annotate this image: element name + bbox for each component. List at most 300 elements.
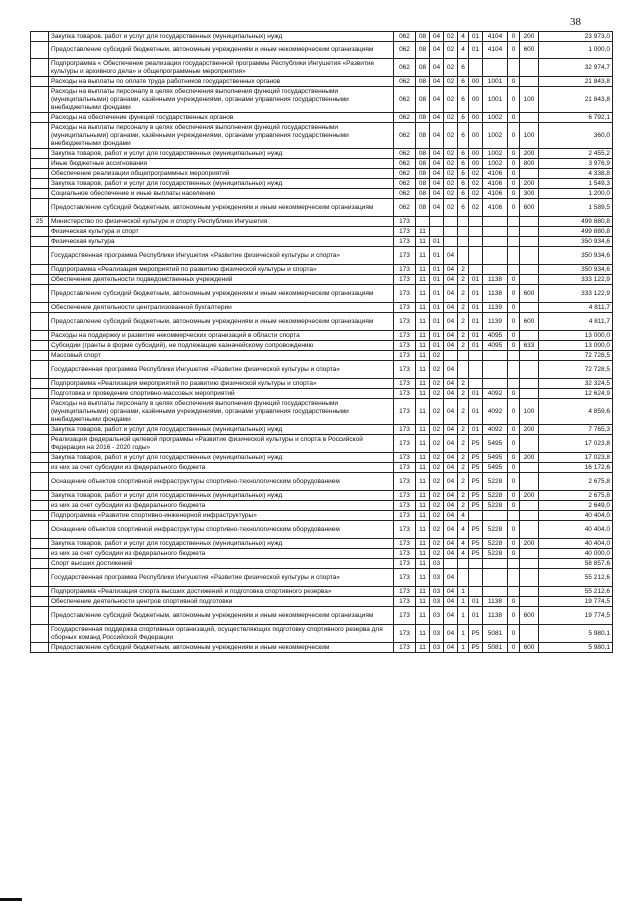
row-code <box>469 587 483 597</box>
row-code: 5228 <box>483 521 508 539</box>
row-code: 600 <box>520 313 539 331</box>
row-code: 0 <box>508 453 520 463</box>
row-code: 01 <box>469 389 483 399</box>
table-row <box>31 491 613 501</box>
row-code <box>469 265 483 275</box>
row-code: 04 <box>444 643 458 653</box>
row-code: 062 <box>394 159 416 169</box>
row-code: 11 <box>416 491 430 501</box>
row-code: 1138 <box>483 607 508 625</box>
row-name: Оснащение объектов спортивной инфраструктуры спортивно-технологическим оборудованием <box>49 473 394 491</box>
row-code: 4 <box>458 521 469 539</box>
row-sum: 1 200,0 <box>539 189 613 199</box>
row-code: 02 <box>444 87 458 113</box>
row-number <box>31 77 49 87</box>
row-code: 08 <box>416 179 430 189</box>
row-code <box>458 237 469 247</box>
row-code: 062 <box>394 42 416 59</box>
row-code: 0 <box>508 123 520 149</box>
row-sum: 17 023,8 <box>539 435 613 453</box>
row-sum: 19 774,5 <box>539 597 613 607</box>
row-code: 01 <box>469 275 483 285</box>
row-code <box>458 351 469 361</box>
row-sum: 2 675,8 <box>539 491 613 501</box>
row-code: 01 <box>430 341 444 351</box>
row-code: 11 <box>416 435 430 453</box>
table-row <box>31 227 613 237</box>
row-sum: 4 338,8 <box>539 169 613 179</box>
row-name: Министерство по физической культуре и спорту Республики Ингушетия <box>49 217 394 227</box>
row-code <box>483 511 508 521</box>
table-row <box>31 123 613 149</box>
table-row <box>31 521 613 539</box>
row-code: 02 <box>444 59 458 77</box>
row-code: 04 <box>444 285 458 303</box>
row-name: Иные бюджетные ассигнования <box>49 159 394 169</box>
row-number <box>31 179 49 189</box>
row-code: 4106 <box>483 169 508 179</box>
row-code <box>520 361 539 379</box>
row-code <box>483 587 508 597</box>
row-code: 00 <box>469 77 483 87</box>
row-code: 062 <box>394 113 416 123</box>
row-code: 1 <box>458 607 469 625</box>
row-number <box>31 237 49 247</box>
row-code: P5 <box>469 473 483 491</box>
row-code <box>520 247 539 265</box>
row-number <box>31 123 49 149</box>
row-code: 173 <box>394 351 416 361</box>
row-code: 4095 <box>483 331 508 341</box>
row-code: 2 <box>458 389 469 399</box>
row-code: 1002 <box>483 123 508 149</box>
row-code: 04 <box>444 275 458 285</box>
row-name: Закупка товаров, работ и услуг для государственных (муниципальных) нужд <box>49 425 394 435</box>
table-row <box>31 331 613 341</box>
row-code: 08 <box>416 149 430 159</box>
row-code: 0 <box>508 149 520 159</box>
row-name: Реализация федеральной целевой программы «Развитие физической культуры и спорта в Российской Федерации на 2016 - 2020 годы» <box>49 435 394 453</box>
row-code <box>458 569 469 587</box>
row-code: 02 <box>430 491 444 501</box>
table-row <box>31 453 613 463</box>
row-code <box>458 361 469 379</box>
row-code: 0 <box>508 77 520 87</box>
row-code <box>483 379 508 389</box>
row-number <box>31 425 49 435</box>
row-code: 0 <box>508 159 520 169</box>
row-sum: 72 728,5 <box>539 361 613 379</box>
table-row <box>31 587 613 597</box>
row-code: 173 <box>394 425 416 435</box>
row-code: 04 <box>430 87 444 113</box>
row-code: P5 <box>469 549 483 559</box>
row-code <box>444 217 458 227</box>
row-code: 4 <box>458 511 469 521</box>
row-code: 0 <box>508 303 520 313</box>
row-code: 4 <box>458 42 469 59</box>
row-code: 800 <box>520 159 539 169</box>
table-row <box>31 149 613 159</box>
row-sum: 17 023,8 <box>539 453 613 463</box>
row-code: 02 <box>430 521 444 539</box>
row-code: 11 <box>416 379 430 389</box>
row-sum: 21 843,8 <box>539 77 613 87</box>
row-code: 02 <box>430 425 444 435</box>
row-number <box>31 549 49 559</box>
row-code: 11 <box>416 303 430 313</box>
row-code: 0 <box>508 42 520 59</box>
row-code: 173 <box>394 491 416 501</box>
row-code: 04 <box>430 169 444 179</box>
row-number <box>31 643 49 653</box>
table-row <box>31 559 613 569</box>
row-code: 173 <box>394 227 416 237</box>
row-code: 173 <box>394 247 416 265</box>
row-code <box>469 559 483 569</box>
row-sum: 1 549,3 <box>539 179 613 189</box>
row-code: 2 <box>458 463 469 473</box>
row-code: 11 <box>416 521 430 539</box>
row-name: Расходы на выплаты персоналу в целях обеспечения выполнения функций государственными (муниципальными) органами, казёнными учреждениями, органами управления государственными внебюджетными фондами <box>49 87 394 113</box>
row-code: 02 <box>469 189 483 199</box>
row-code <box>508 217 520 227</box>
row-name: Предоставление субсидий бюджетным, автономным учреждениям и иным некоммерческим организациям <box>49 285 394 303</box>
row-sum: 58 857,6 <box>539 559 613 569</box>
row-code: 02 <box>444 123 458 149</box>
table-row <box>31 625 613 643</box>
table-row <box>31 501 613 511</box>
row-code: 04 <box>430 199 444 217</box>
row-name: Закупка товаров, работ и услуг для государственных (муниципальных) нужд <box>49 179 394 189</box>
row-code: 173 <box>394 607 416 625</box>
row-code <box>508 265 520 275</box>
row-code: 11 <box>416 587 430 597</box>
row-number <box>31 313 49 331</box>
row-code <box>469 247 483 265</box>
table-row <box>31 607 613 625</box>
table-row <box>31 247 613 265</box>
row-number <box>31 189 49 199</box>
row-sum: 4 859,6 <box>539 399 613 425</box>
row-code: 1 <box>458 625 469 643</box>
row-sum: 360,0 <box>539 123 613 149</box>
row-code: 03 <box>430 559 444 569</box>
row-code <box>430 227 444 237</box>
row-code: 11 <box>416 539 430 549</box>
row-code <box>469 237 483 247</box>
row-code <box>520 549 539 559</box>
row-code: 173 <box>394 559 416 569</box>
row-number <box>31 539 49 549</box>
row-code: 04 <box>430 59 444 77</box>
row-code: 0 <box>508 521 520 539</box>
row-code <box>483 265 508 275</box>
row-name: Оснащение объектов спортивной инфраструктуры спортивно-технологическим оборудованием <box>49 521 394 539</box>
row-number <box>31 569 49 587</box>
table-row <box>31 303 613 313</box>
table-row <box>31 539 613 549</box>
row-code: 04 <box>430 77 444 87</box>
row-code: 03 <box>430 625 444 643</box>
table-row <box>31 341 613 351</box>
row-name: Закупка товаров, работ и услуг для государственных (муниципальных) нужд <box>49 149 394 159</box>
row-code: 11 <box>416 265 430 275</box>
row-sum: 350 934,6 <box>539 237 613 247</box>
row-code <box>520 113 539 123</box>
row-name: Закупка товаров, работ и услуг для государственных (муниципальных) нужд <box>49 539 394 549</box>
row-code: 08 <box>416 113 430 123</box>
row-code <box>483 247 508 265</box>
row-code: 01 <box>469 32 483 42</box>
row-code: 6 <box>458 77 469 87</box>
row-code <box>520 463 539 473</box>
row-code <box>520 77 539 87</box>
row-code: 173 <box>394 313 416 331</box>
row-code <box>469 511 483 521</box>
row-code: 04 <box>444 379 458 389</box>
row-name: Предоставление субсидий бюджетным, автономным учреждениям и иным некоммерческим организациям <box>49 607 394 625</box>
row-code: 04 <box>430 42 444 59</box>
row-code: 173 <box>394 303 416 313</box>
table-row <box>31 389 613 399</box>
row-name: Закупка товаров, работ и услуг для государственных (муниципальных) нужд <box>49 32 394 42</box>
row-code: 04 <box>444 247 458 265</box>
row-code: 5228 <box>483 501 508 511</box>
row-code: 173 <box>394 389 416 399</box>
row-code: 062 <box>394 59 416 77</box>
row-code: 5228 <box>483 491 508 501</box>
row-code <box>520 265 539 275</box>
row-code: 02 <box>444 77 458 87</box>
row-code: 04 <box>444 341 458 351</box>
row-code <box>508 59 520 77</box>
row-code <box>520 569 539 587</box>
table-row <box>31 511 613 521</box>
row-code <box>520 275 539 285</box>
row-code <box>469 227 483 237</box>
row-code: 1139 <box>483 313 508 331</box>
row-code: 2 <box>458 435 469 453</box>
row-code: 02 <box>469 179 483 189</box>
row-code: P5 <box>469 539 483 549</box>
row-code: 062 <box>394 123 416 149</box>
row-code: 5228 <box>483 539 508 549</box>
row-number <box>31 113 49 123</box>
row-sum: 499 880,8 <box>539 217 613 227</box>
row-code: 0 <box>508 399 520 425</box>
row-code: 0 <box>508 549 520 559</box>
row-code: 2 <box>458 453 469 463</box>
row-code: 600 <box>520 607 539 625</box>
row-code: 04 <box>444 607 458 625</box>
row-code: 03 <box>430 597 444 607</box>
row-name: Обеспечение деятельности центров спортивной подготовки <box>49 597 394 607</box>
row-code: 0 <box>508 87 520 113</box>
row-code: 4092 <box>483 389 508 399</box>
row-name: Закупка товаров, работ и услуг для государственных (муниципальных) нужд <box>49 491 394 501</box>
table-row <box>31 42 613 59</box>
row-code: 173 <box>394 597 416 607</box>
row-sum: 16 172,6 <box>539 463 613 473</box>
row-code: 11 <box>416 607 430 625</box>
row-name: Государственная поддержка спортивных организаций, осуществляющих подготовку спортивного резерва для сборных команд Российской Федерации <box>49 625 394 643</box>
row-code: 1139 <box>483 303 508 313</box>
row-number <box>31 587 49 597</box>
row-code: 0 <box>508 463 520 473</box>
row-code: 2 <box>458 285 469 303</box>
row-code: 02 <box>444 189 458 199</box>
row-code <box>520 389 539 399</box>
row-sum: 6 792,1 <box>539 113 613 123</box>
row-sum: 40 404,0 <box>539 539 613 549</box>
row-code: P5 <box>469 521 483 539</box>
table-row <box>31 285 613 303</box>
row-name: Подготовка и проведение спортивно-массовых мероприятий <box>49 389 394 399</box>
row-code: P5 <box>469 501 483 511</box>
row-code <box>508 569 520 587</box>
row-name: Спорт высших достижений <box>49 559 394 569</box>
row-sum: 13 000,0 <box>539 341 613 351</box>
row-code: 08 <box>416 159 430 169</box>
row-code: 04 <box>444 491 458 501</box>
row-code: 2 <box>458 473 469 491</box>
row-code: 173 <box>394 399 416 425</box>
row-name: Обеспечение реализации общепрограммных мероприятий <box>49 169 394 179</box>
row-code: 11 <box>416 559 430 569</box>
row-sum: 333 122,9 <box>539 275 613 285</box>
row-name: Подпрограмма «Реализация спорта высших достижений и подготовка спортивного резерва» <box>49 587 394 597</box>
table-row <box>31 179 613 189</box>
row-code: 173 <box>394 511 416 521</box>
row-code: 2 <box>458 341 469 351</box>
row-code: 01 <box>430 275 444 285</box>
row-code: 11 <box>416 463 430 473</box>
row-code: 01 <box>469 607 483 625</box>
row-code: 6 <box>458 159 469 169</box>
table-row <box>31 113 613 123</box>
row-code: 04 <box>444 511 458 521</box>
row-name: Закупка товаров, работ и услуг для государственных (муниципальных) нужд <box>49 453 394 463</box>
row-number <box>31 32 49 42</box>
row-code: 11 <box>416 361 430 379</box>
row-code <box>469 59 483 77</box>
row-code <box>508 227 520 237</box>
table-row <box>31 569 613 587</box>
row-code <box>520 511 539 521</box>
row-name: Субсидии (гранты в форме субсидий), не подлежащие казначейскому сопровождению <box>49 341 394 351</box>
row-code <box>483 237 508 247</box>
row-code: 600 <box>520 199 539 217</box>
row-code: 1001 <box>483 77 508 87</box>
table-row <box>31 87 613 113</box>
row-code: 04 <box>444 303 458 313</box>
row-code: 1 <box>458 597 469 607</box>
row-code <box>444 351 458 361</box>
row-code: 02 <box>430 379 444 389</box>
row-code: 0 <box>508 435 520 453</box>
row-code: 6 <box>458 179 469 189</box>
table-row <box>31 59 613 77</box>
row-number <box>31 473 49 491</box>
row-code: 5495 <box>483 453 508 463</box>
row-code: 173 <box>394 341 416 351</box>
row-number <box>31 521 49 539</box>
row-code <box>520 521 539 539</box>
row-code: 04 <box>444 453 458 463</box>
row-code: 04 <box>444 597 458 607</box>
row-code: 11 <box>416 351 430 361</box>
row-code: 0 <box>508 491 520 501</box>
row-code: 04 <box>430 179 444 189</box>
row-code: 02 <box>430 351 444 361</box>
row-code: 1138 <box>483 275 508 285</box>
row-code: 04 <box>444 313 458 331</box>
row-code: 173 <box>394 521 416 539</box>
row-number <box>31 389 49 399</box>
row-code: 1138 <box>483 597 508 607</box>
table-row <box>31 32 613 42</box>
row-code: 00 <box>469 113 483 123</box>
row-code: 02 <box>430 511 444 521</box>
row-name: из них за счет субсидии из федерального бюджета <box>49 463 394 473</box>
row-code: 02 <box>444 113 458 123</box>
row-code: 200 <box>520 149 539 159</box>
row-code: 01 <box>469 341 483 351</box>
row-number <box>31 265 49 275</box>
row-code <box>520 237 539 247</box>
row-code: 6 <box>458 149 469 159</box>
row-code: 04 <box>444 425 458 435</box>
row-code: 2 <box>458 313 469 331</box>
row-code: 04 <box>430 113 444 123</box>
row-name: Физическая культура и спорт <box>49 227 394 237</box>
row-code <box>444 227 458 237</box>
row-code <box>483 569 508 587</box>
row-code: 11 <box>416 453 430 463</box>
row-code <box>520 501 539 511</box>
row-code: 08 <box>416 87 430 113</box>
row-code: 11 <box>416 569 430 587</box>
row-number <box>31 199 49 217</box>
row-code: 2 <box>458 491 469 501</box>
row-name: из них за счет субсидии из федерального бюджета <box>49 549 394 559</box>
page-number: 38 <box>570 16 581 28</box>
row-sum: 2 675,8 <box>539 473 613 491</box>
row-sum: 55 212,6 <box>539 587 613 597</box>
row-code: 173 <box>394 331 416 341</box>
row-code: 0 <box>508 341 520 351</box>
row-code: 11 <box>416 389 430 399</box>
row-code <box>458 227 469 237</box>
row-number <box>31 491 49 501</box>
table-row <box>31 265 613 275</box>
row-number <box>31 42 49 59</box>
row-sum: 350 934,6 <box>539 247 613 265</box>
row-code: 4 <box>458 539 469 549</box>
row-code: 6 <box>458 123 469 149</box>
row-code: 0 <box>508 331 520 341</box>
row-code: 2 <box>458 331 469 341</box>
row-code: 11 <box>416 625 430 643</box>
row-code: 04 <box>430 123 444 149</box>
row-code: 1002 <box>483 159 508 169</box>
row-code: 4092 <box>483 425 508 435</box>
row-code: 633 <box>520 341 539 351</box>
table-row <box>31 473 613 491</box>
row-code <box>444 237 458 247</box>
row-number <box>31 607 49 625</box>
